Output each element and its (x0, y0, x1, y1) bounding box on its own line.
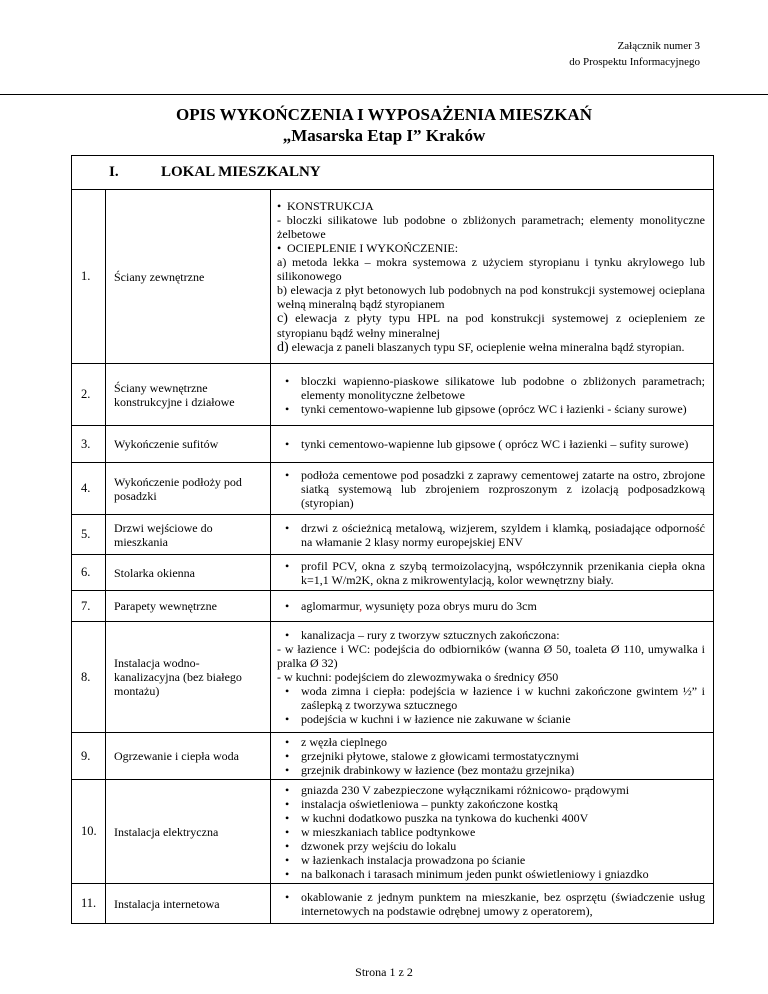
header-divider (0, 94, 768, 95)
list-item (277, 599, 705, 613)
row-number: 4. (72, 463, 106, 515)
letter-label: c) (277, 310, 288, 326)
row-description (271, 463, 714, 515)
row-name: Parapety wewnętrzne (106, 591, 271, 622)
list-item: • KONSTRUKCJA (277, 199, 705, 213)
row-description (271, 190, 714, 364)
list-item: • podłoża cementowe pod posadzki z zaprawy cementowej zatarte na ostro, zbrojone siatką systemową lub zbrojeniem rozproszonym z izolacją podposadzkową (styropian) (277, 468, 705, 510)
row-name: Ściany wewnętrzne konstrukcyjne i działowe (106, 364, 271, 426)
text-span: wysunięty poza obrys muru do 3cm (362, 599, 537, 613)
list-item: • profil PCV, okna z szybą termoizolacyjną, współczynnik przenikania ciepła okna k=1,1 W/m2K, okna z mikrowentylacją, kolor wewnętrzny biały. (277, 559, 705, 587)
row-name: Wykończenie podłoży pod posadzki (106, 463, 271, 515)
row-description (271, 733, 714, 780)
list-item: • w kuchni dodatkowo puszka na tynkowa do kuchenki 400V (277, 811, 705, 825)
row-name: Ogrzewanie i ciepła woda (106, 733, 271, 780)
document-subtitle: „Masarska Etap I” Kraków (282, 126, 486, 145)
table-row (72, 364, 714, 426)
row-name: Instalacja internetowa (106, 884, 271, 924)
table-row (72, 622, 714, 733)
row-number: 10. (72, 780, 106, 884)
list-item: • grzejniki płytowe, stalowe z głowicami termostatycznymi (277, 749, 705, 763)
section-number: I. (109, 164, 119, 180)
list-item: • tynki cementowo-wapienne lub gipsowe (oprócz WC i łazienki - ściany surowe) (277, 402, 705, 416)
page-footer: Strona 1 z 2 (355, 965, 413, 979)
row-name: Instalacja wodno-kanalizacyjna (bez białego montażu) (106, 622, 271, 733)
row-number: 8. (72, 622, 106, 733)
row-description (271, 780, 714, 884)
row-description (271, 515, 714, 555)
list-item: • okablowanie z jednym punktem na mieszkanie, bez osprzętu (świadczenie usług internetowych na podstawie odrębnej umowy z operatorem), (277, 890, 705, 918)
row-name: Stolarka okienna (106, 555, 271, 591)
table-row (72, 190, 714, 364)
list-item: • bloczki wapienno-piaskowe silikatowe lub podobne o zbliżonych parametrach; elementy monolityczne żelbetowe (277, 374, 705, 402)
table-row (72, 426, 714, 463)
list-item: • na balkonach i tarasach minimum jeden punkt oświetleniowy i gniazdko (277, 867, 705, 881)
text-span: , (359, 599, 363, 613)
list-item: • OCIEPLENIE I WYKOŃCZENIE: (277, 241, 705, 255)
list-item: • tynki cementowo-wapienne lub gipsowe ( oprócz WC i łazienki – sufity surowe) (277, 437, 705, 451)
row-description (271, 364, 714, 426)
row-number: 1. (72, 190, 106, 364)
text-line: - w kuchni: podejściem do zlewozmywaka o średnicy Ø50 (277, 670, 559, 684)
text-line: a) metoda lekka – mokra systemowa z użyciem styropianu i tynku akrylowego lub silikonowego (277, 254, 706, 283)
section-header-row (72, 156, 714, 190)
row-number: 2. (72, 364, 106, 426)
text-line (277, 311, 705, 340)
text-line: - bloczki silikatowe lub podobne o zbliżonych parametrach; elementy monolityczne żelbetowe (277, 212, 706, 241)
row-name: Wykończenie sufitów (106, 426, 271, 463)
row-name: Ściany zewnętrzne (106, 190, 271, 364)
specification-table (71, 155, 714, 924)
list-item: • instalacja oświetleniowa – punkty zakończone kostką (277, 797, 705, 811)
list-item: • woda zimna i ciepła: podejścia w łazience i w kuchni zakończone gwintem ½” i zaślepką z tworzywa sztucznego (277, 684, 705, 712)
table-row (72, 733, 714, 780)
document-title: OPIS WYKOŃCZENIA I WYPOSAŻENIA MIESZKAŃ (176, 105, 592, 124)
list-item: • w mieszkaniach tablice podtynkowe (277, 825, 705, 839)
list-item: • drzwi z ościeżnicą metalową, wizjerem, szyldem i klamką, posiadające odporność na włamanie 2 klasy normy europejskiej ENV (277, 521, 705, 549)
row-number: 5. (72, 515, 106, 555)
table-row (72, 884, 714, 924)
attachment-note (569, 38, 700, 70)
section-label: LOKAL MIESZKALNY (161, 164, 321, 180)
table-row (72, 515, 714, 555)
list-item: • w łazienkach instalacja prowadzona po ścianie (277, 853, 705, 867)
letter-label: d) (277, 339, 289, 355)
row-description (271, 622, 714, 733)
list-item: • z węzła cieplnego (277, 735, 705, 749)
row-number: 7. (72, 591, 106, 622)
list-item: • grzejnik drabinkowy w łazience (bez montażu grzejnika) (277, 763, 705, 777)
row-number: 6. (72, 555, 106, 591)
table-row (72, 591, 714, 622)
row-description (271, 884, 714, 924)
attachment-line-1: Załącznik numer 3 (617, 40, 700, 52)
list-item: • kanalizacja – rury z tworzyw sztucznych zakończona: (277, 628, 705, 642)
row-number: 3. (72, 426, 106, 463)
row-name: Drzwi wejściowe do mieszkania (106, 515, 271, 555)
row-description (271, 555, 714, 591)
table-row (72, 555, 714, 591)
text-span: elewacja z płyty typu HPL na pod konstrukcji systemowej z ociepleniem ze styropianu bądź wełny mineralnej (277, 310, 706, 340)
list-item: • gniazda 230 V zabezpieczone wyłącznikami różnicowo- prądowymi (277, 783, 705, 797)
row-number: 11. (72, 884, 106, 924)
text-line (277, 340, 705, 355)
attachment-line-2: do Prospektu Informacyjnego (569, 56, 700, 68)
text-line: - w łazience i WC: podejścia do odbiorników (wanna Ø 50, toaleta Ø 110, umywalka i pralka Ø 32) (277, 642, 706, 670)
table-row (72, 463, 714, 515)
list-item: • podejścia w kuchni i w łazience nie zakuwane w ścianie (277, 712, 705, 726)
row-number: 9. (72, 733, 106, 780)
row-description (271, 591, 714, 622)
list-item: • dzwonek przy wejściu do lokalu (277, 839, 705, 853)
row-name: Instalacja elektryczna (106, 780, 271, 884)
table-row (72, 780, 714, 884)
text-span: aglomarmur (301, 599, 360, 613)
text-span: elewacja z paneli blaszanych typu SF, ocieplenie wełna mineralna bądź styropian. (288, 339, 685, 354)
row-description (271, 426, 714, 463)
text-line: b) elewacja z płyt betonowych lub podobnych na pod konstrukcji systemowej ocieplana wełną mineralną bądź styropianem (277, 282, 706, 311)
